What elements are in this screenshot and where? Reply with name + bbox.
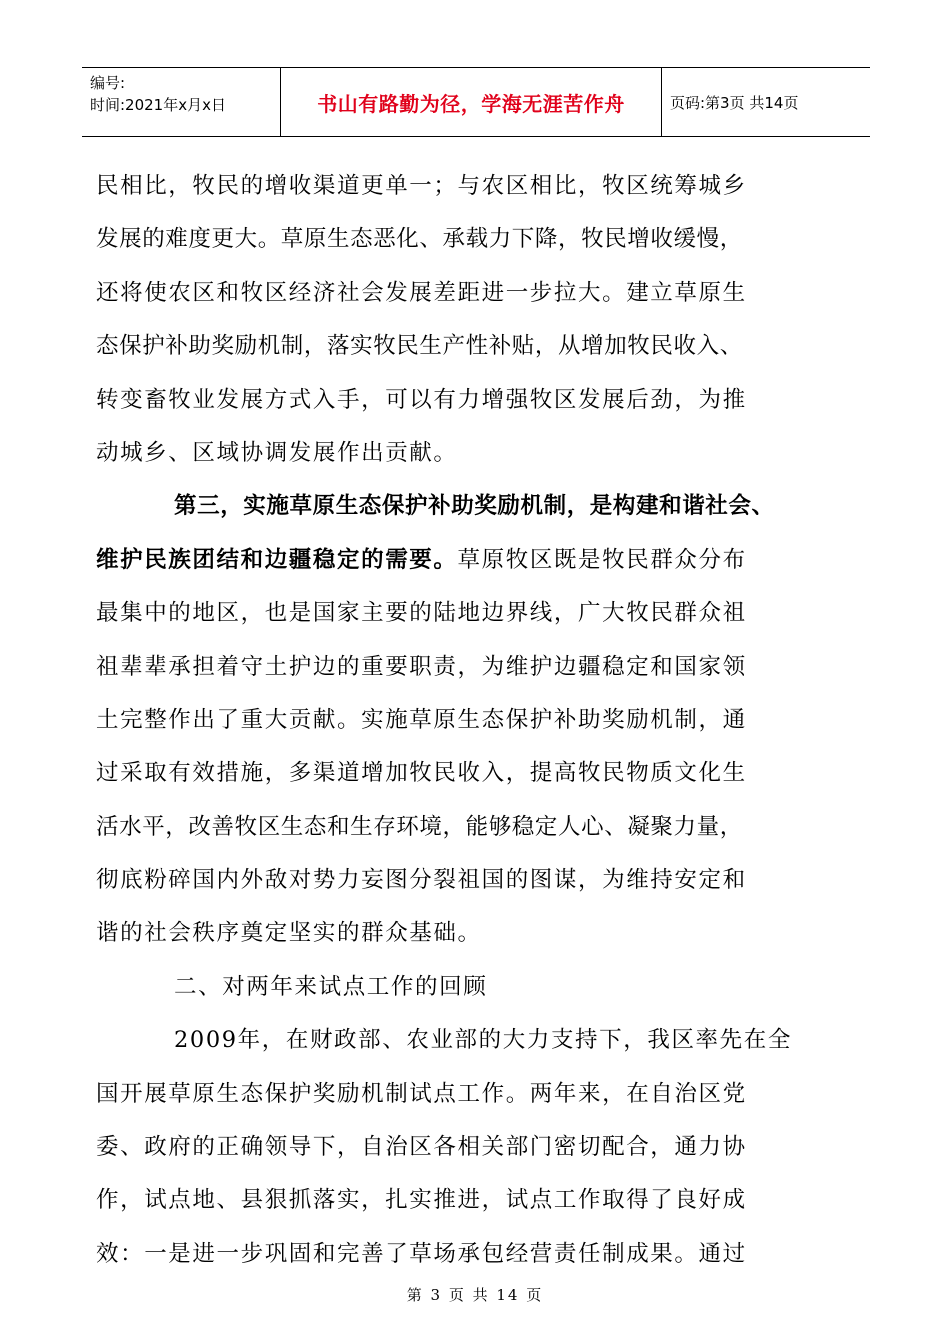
header-motto: 书山有路勤为径，学海无涯苦作舟: [281, 68, 662, 136]
body-line: 发展的难度更大。草原生态恶化、承载力下降，牧民增收缓慢，: [96, 226, 743, 253]
page-footer: 第 3 页 共 14 页: [406, 1286, 544, 1304]
header-meta-cell: [82, 68, 281, 136]
body-line: 2009年，在财政部、农业部的大力支持下，我区率先在全: [174, 1027, 792, 1054]
body-line: 作，试点地、县狠抓落实，扎实推进，试点工作取得了良好成: [96, 1187, 747, 1214]
body-line: 民相比，牧民的增收渠道更单一；与农区相比，牧区统筹城乡: [96, 173, 747, 199]
body-line-mixed: [96, 534, 836, 587]
body-line: 祖辈辈承担着守土护边的重要职责，为维护边疆稳定和国家领: [96, 653, 747, 680]
section-heading: 二、对两年来试点工作的回顾: [174, 973, 488, 1000]
body-line: 还将使农区和牧区经济社会发展差距进一步拉大。建立草原生: [96, 279, 747, 306]
paragraph-heading-bold-continuation: 维护民族团结和边疆稳定的需要。: [96, 546, 458, 573]
body-line: 国开展草原生态保护奖励机制试点工作。两年来，在自治区党: [96, 1080, 747, 1107]
body-line: 委、政府的正确领导下，自治区各相关部门密切配合，通力协: [96, 1134, 747, 1161]
body-line: 态保护补助奖励机制，落实牧民生产性补贴，从增加牧民收入、: [96, 333, 743, 360]
header-page-info: 页码:第3页 共14页: [670, 93, 799, 112]
body-line: 过采取有效措施，多渠道增加牧民收入，提高牧民物质文化生: [96, 760, 747, 787]
paragraph-heading-bold: 第三，实施草原生态保护补助奖励机制，是构建和谐社会、: [174, 493, 775, 520]
body-line: 彻底粉碎国内外敌对势力妄图分裂祖国的图谋，为维持安定和: [96, 867, 747, 894]
body-line: 最集中的地区，也是国家主要的陆地边界线，广大牧民群众祖: [96, 600, 747, 627]
document-number-label: 编号:: [90, 74, 126, 92]
body-line: 土完整作出了重大贡献。实施草原生态保护补助奖励机制，通: [96, 706, 747, 733]
body-line: 转变畜牧业发展方式入手，可以有力增强牧区发展后劲，为推: [96, 386, 747, 413]
body-line: 动城乡、区域协调发展作出贡献。: [96, 439, 458, 466]
body-line: 效：一是进一步巩固和完善了草场承包经营责任制成果。通过: [96, 1240, 747, 1267]
body-line: 谐的社会秩序奠定坚实的群众基础。: [96, 920, 482, 947]
header-table: [82, 67, 870, 137]
document-body: [96, 160, 836, 1281]
document-time-label: 时间:2021年x月x日: [90, 96, 226, 114]
body-line: 活水平，改善牧区生态和生存环境，能够稳定人心、凝聚力量，: [96, 813, 743, 840]
body-text-span: 草原牧区既是牧民群众分布: [457, 546, 747, 573]
